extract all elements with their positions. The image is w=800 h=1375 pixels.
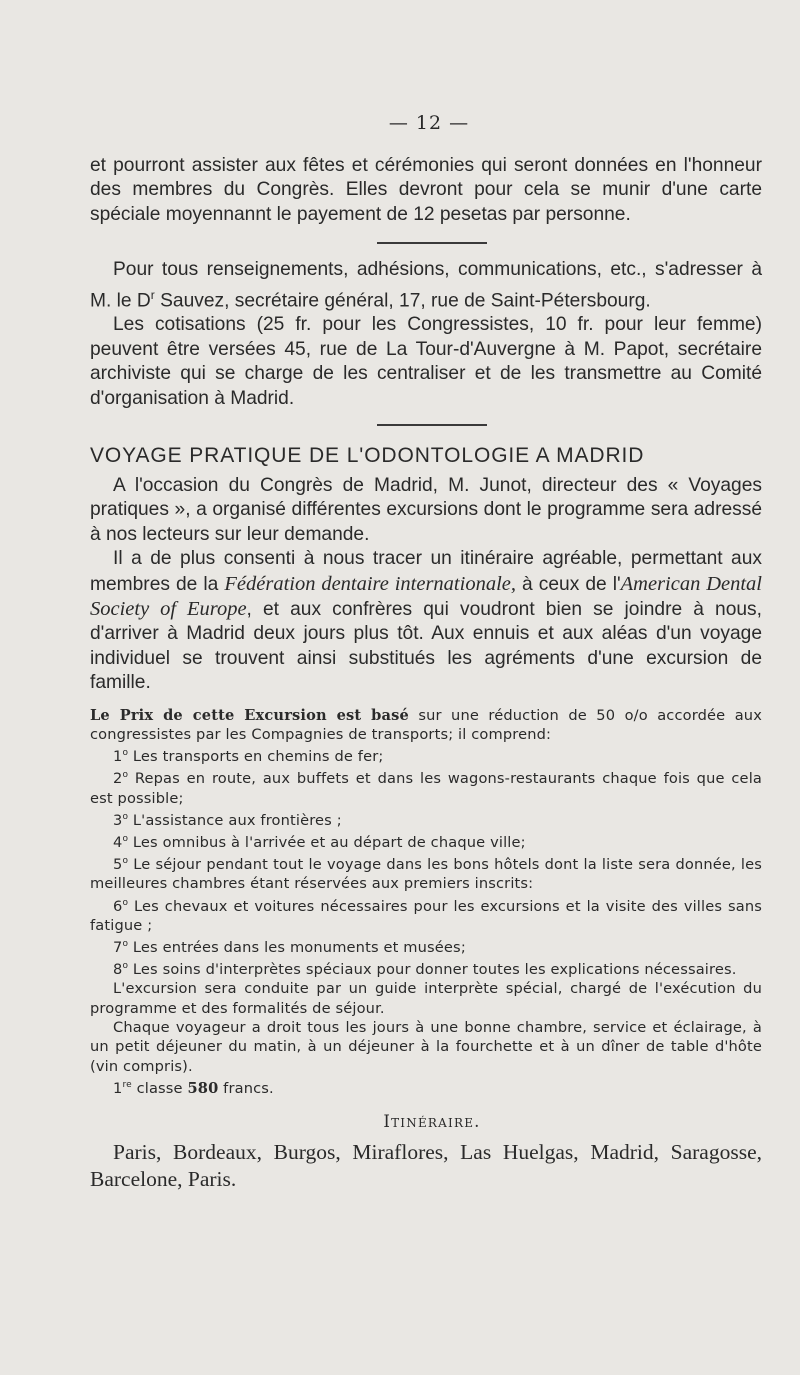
section-heading: VOYAGE PRATIQUE DE L'ODONTOLOGIE A MADRID [90, 444, 645, 468]
itinerary-text-a: Il a de plus consenti à nous tracer un itinéraire agréable, permettant aux membres de la [90, 548, 762, 595]
itinerary-route: Paris, Bordeaux, Burgos, Miraflores, Las Huelgas, Madrid, Saragosse, Barcelone, Paris. [90, 1140, 762, 1192]
list-item: 3$^o$ L'assistance aux frontières ; [113, 811, 342, 829]
section-divider [377, 242, 487, 244]
itinerary-text-b: à ceux de l' [516, 573, 621, 595]
federation-name: Fédération dentaire internationale, [224, 572, 516, 595]
paragraph-price [90, 706, 762, 745]
class-price: 580 [187, 1079, 219, 1097]
page-number: — 12 — [388, 112, 470, 134]
price-heading: Le Prix de cette Excursion est basé [90, 706, 409, 724]
paragraph-dues: Les cotisations (25 fr. pour les Congressistes, 10 fr. pour leur femme) peuvent être versées 45, rue de La Tour-d'Auvergne à M. Papot, secrétaire archiviste qui se charge de les centraliser et de les transmettre au Comité d'organisation à Madrid. [90, 314, 762, 409]
list-item: 8$^o$ Les soins d'interprètes spéciaux pour donner toutes les explications nécessaires. [113, 961, 737, 979]
contact-text-end: Sauvez, secrétaire général, 17, rue de Saint-Pétersbourg. [154, 290, 651, 312]
list-item: 4$^o$ Les omnibus à l'arrivée et au départ de chaque ville; [113, 833, 526, 851]
paragraph-contact [90, 258, 762, 313]
paragraph-room: Chaque voyageur a droit tous les jours à une bonne chambre, service et éclairage, à un petit déjeuner du matin, à un déjeuner à la fourchette et à un dîner de table d'hôte (vin compris). [90, 1019, 762, 1075]
section-divider-2 [377, 424, 487, 426]
class-number: 1 [113, 1079, 123, 1097]
class-label: classe [131, 1079, 188, 1097]
itinerary-heading: Itinéraire. [383, 1112, 481, 1132]
list-item: 1$^o$ Les transports en chemins de fer; [113, 748, 384, 766]
class-price-line [90, 1076, 762, 1098]
class-unit: francs. [218, 1079, 274, 1097]
list-item: 2$^o$ Repas en route, aux buffets et dans les wagons-restaurants chaque fois que cela est possible; [90, 770, 762, 807]
paragraph-occasion: A l'occasion du Congrès de Madrid, M. Junot, directeur des « Voyages pratiques », a organisé différentes excursions dont le programme sera adressé à nos lecteurs sur leur demande. [90, 475, 762, 545]
paragraph-itinerary-intro [90, 547, 762, 695]
paragraph-guide: L'excursion sera conduite par un guide interprète spécial, chargé de l'exécution du programme et des formalités de séjour. [90, 980, 762, 1017]
class-superscript: re [122, 1079, 132, 1090]
society-name: American Dental Society of Europe [90, 572, 762, 621]
list-item: 6$^o$ Les chevaux et voitures nécessaires pour les excursions et la visite des villes sans fatigue ; [90, 897, 762, 934]
included-list [90, 744, 762, 979]
list-item: 5$^o$ Le séjour pendant tout le voyage dans les bons hôtels dont la liste sera donnée, les meilleures chambres étant réservées aux premiers inscrits: [90, 856, 762, 893]
list-item: 7$^o$ Les entrées dans les monuments et musées; [113, 938, 466, 956]
itinerary-text-c: , et aux confrères qui voudront bien se joindre à nous, d'arriver à Madrid deux jours plus tôt. Aux ennuis et aux aléas d'un voyage individuel se trouvent ainsi substitués les agréments d'une excursion de famille. [90, 599, 762, 694]
doctor-superscript: r [150, 287, 155, 302]
price-text: sur une réduction de 50 o/o accordée aux congressistes par les Compagnies de transports; il comprend: [90, 706, 762, 743]
paragraph-congress-card: et pourront assister aux fêtes et cérémonies qui seront données en l'honneur des membres du Congrès. Elles devront pour cela se munir d'une carte spéciale moyennannt le payement de 12 pesetas par personne. [90, 155, 762, 225]
contact-text-start: Pour tous renseignements, adhésions, communications, etc., s'adresser à M. le D [90, 259, 762, 312]
